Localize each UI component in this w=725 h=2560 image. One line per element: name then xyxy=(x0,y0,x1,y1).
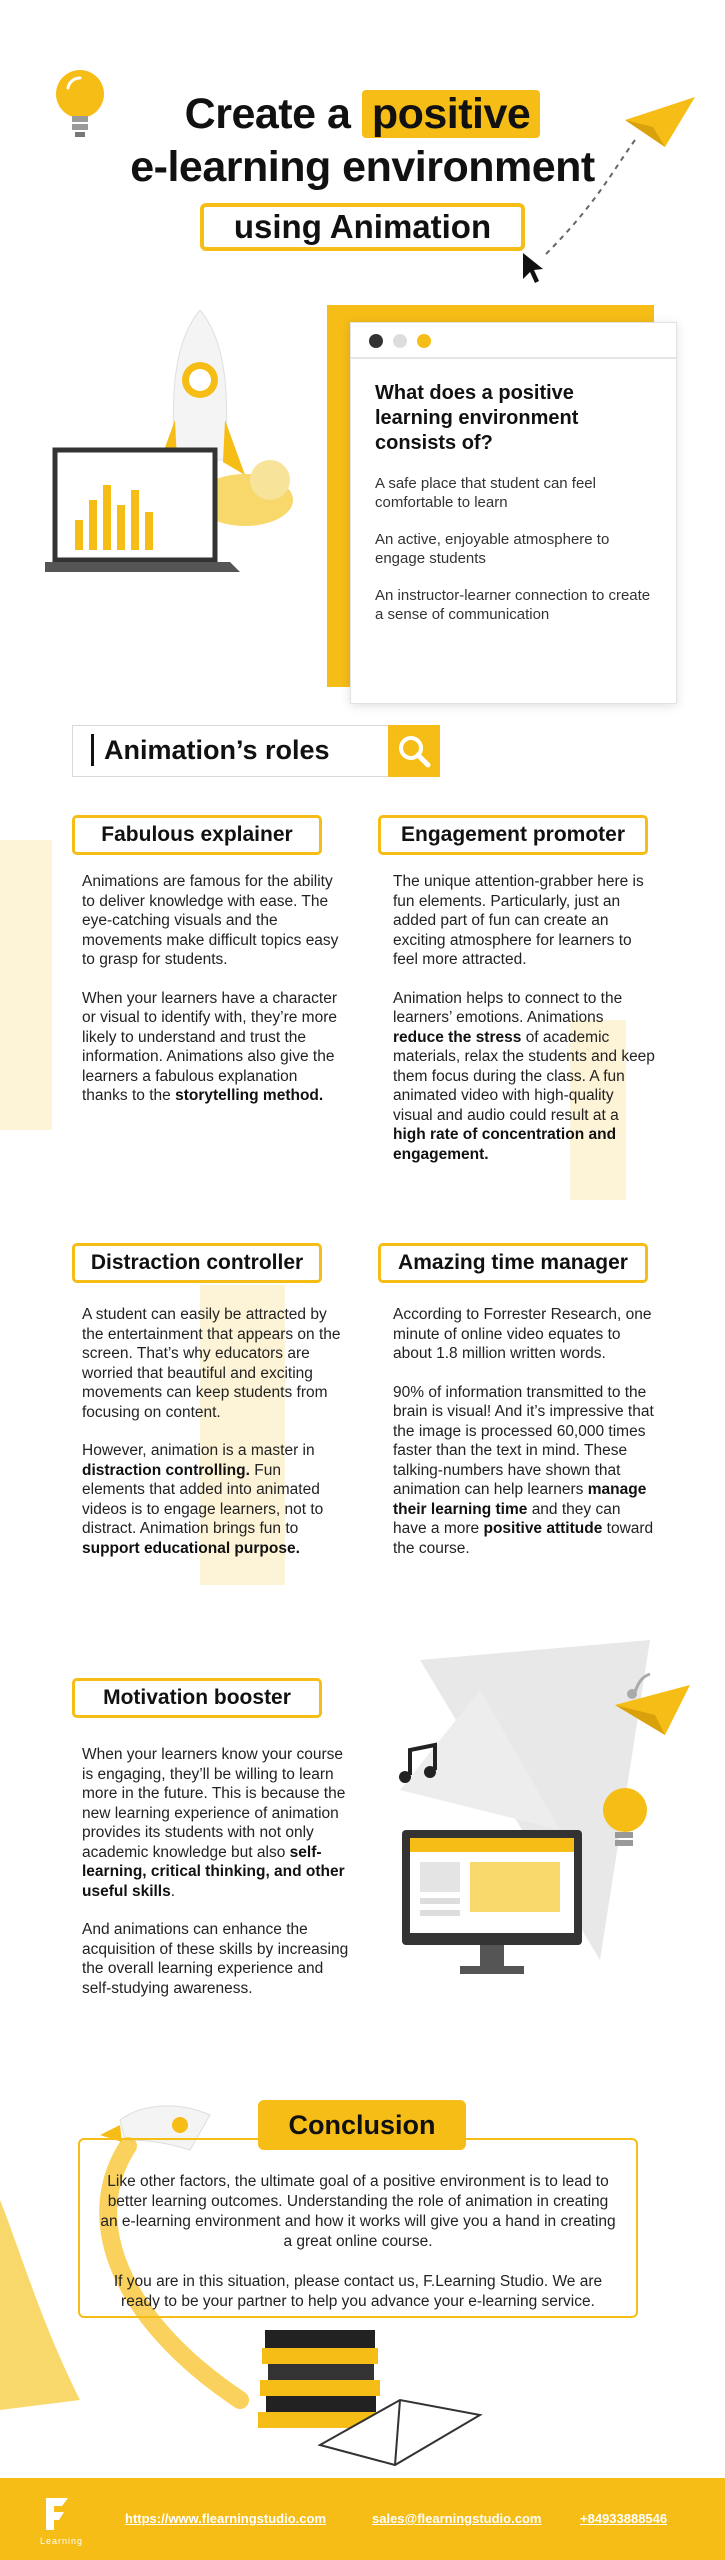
role-label-explainer: Fabulous explainer xyxy=(72,815,322,855)
bold-text: self-learning, critical thinking, and other useful skills xyxy=(82,1843,345,1900)
paragraph: If you are in this situation, please contact us, F.Learning Studio. We are ready to be your partner to help you advance your e-learning service. xyxy=(113,2273,603,2310)
text: When your learners know your course is engaging, they’ll be willing to learn more in the future. This is because the new learning experience of animation provides its students with not only academic knowledge but also xyxy=(82,1746,346,1861)
role-label-motivation: Motivation booster xyxy=(72,1678,322,1718)
paragraph xyxy=(82,989,347,1106)
info-card xyxy=(350,322,677,704)
text: toward the course. xyxy=(393,1520,654,1557)
paragraph: The unique attention-grabber here is fun elements. Particularly, just an added part of fun can create an exciting atmosphere for learners to feel more attracted. xyxy=(393,873,644,968)
text: and they can have a more xyxy=(393,1500,621,1537)
role-label-engagement: Engagement promoter xyxy=(378,815,648,855)
paragraph xyxy=(393,1383,655,1559)
window-dot-light xyxy=(393,334,407,348)
logo-text: Learning xyxy=(40,2536,84,2546)
conclusion-text xyxy=(98,2172,618,2332)
monitor-illustration xyxy=(360,1630,710,1990)
role-label-time: Amazing time manager xyxy=(378,1243,648,1283)
paragraph: Animations are famous for the ability to deliver knowledge with ease. The eye-catching visuals and the movements make difficult topics easy to grasp for students. xyxy=(82,873,339,968)
paragraph xyxy=(393,989,655,1165)
text: 90% of information transmitted to the brain is visual! And it’s impressive that the image is processed 60,000 times faster than the text in mind. These talking-numbers have shown that animation can help learners xyxy=(393,1383,654,1498)
card-item: An instructor-learner connection to create a sense of communication xyxy=(375,587,651,623)
tint-block xyxy=(0,840,52,1130)
role-text-engagement xyxy=(393,872,655,1183)
search-button xyxy=(388,725,440,777)
window-dot-yellow xyxy=(417,334,431,348)
bold-text: storytelling method. xyxy=(175,1087,324,1104)
card-titlebar xyxy=(351,323,676,359)
logo-icon xyxy=(42,2494,72,2534)
bold-text: support educational purpose. xyxy=(82,1539,300,1557)
phone-link[interactable]: +84933888546 xyxy=(580,2511,668,2526)
window-dot-dark xyxy=(369,334,383,348)
paragraph: According to Forrester Research, one minute of online video equates to about 1.8 million written words. xyxy=(393,1306,652,1362)
conclusion-label: Conclusion xyxy=(258,2100,466,2150)
paper-plane-icon xyxy=(515,85,705,285)
section-heading-bar xyxy=(72,725,390,777)
bold-text: manage their learning time xyxy=(393,1481,647,1518)
search-icon xyxy=(388,725,440,777)
paragraph: And animations can enhance the acquisition of these skills by increasing the overall learning experience and self-studying awareness. xyxy=(82,1921,349,1997)
text: Fun elements that added into animated videos is to engage learners, not to distract. Animation brings fun to xyxy=(82,1461,324,1537)
card-item: An active, enjoyable atmosphere to engage students xyxy=(375,531,610,567)
text: . xyxy=(170,1882,176,1900)
role-text-explainer xyxy=(82,872,347,1125)
bold-text: positive attitude xyxy=(483,1520,603,1537)
title-highlight: positive xyxy=(362,90,541,138)
role-label-distraction: Distraction controller xyxy=(72,1243,322,1283)
email-link[interactable]: sales@flearningstudio.com xyxy=(372,2511,542,2526)
page-title-line2: e-learning environment xyxy=(130,143,595,191)
role-text-motivation xyxy=(82,1745,352,2017)
text: However, animation is a master in xyxy=(82,1442,315,1459)
paragraph xyxy=(82,1441,347,1558)
section-heading: Animation’s roles xyxy=(91,734,330,766)
paragraph: A student can easily be attracted by the entertainment that appears on the screen. That’s why educators are worried that beautiful and exciting movements can keep students from focusing on content. xyxy=(82,1306,341,1421)
bold-text: high rate of concentration and engagement. xyxy=(393,1126,617,1163)
website-link[interactable]: https://www.flearningstudio.com xyxy=(125,2511,327,2526)
role-text-time xyxy=(393,1305,655,1577)
paragraph: Like other factors, the ultimate goal of a positive environment is to lead to better learning outcomes. Understanding the role of animation in creating an e-learning environment and how it works will give you a hand in creating a great online course. xyxy=(100,2173,616,2250)
card-title: What does a positive learning environment consists of? xyxy=(375,382,579,454)
title-text: Create a xyxy=(184,90,351,138)
text: Animation helps to connect to the learners’ emotions. Animations xyxy=(393,989,623,1026)
card-item: A safe place that student can feel comfortable to learn xyxy=(375,475,596,511)
subtitle-box: using Animation xyxy=(200,203,525,251)
text: When your learners have a character or visual to identify with, they’re more likely to understand and trust the information. Animations also give the learners a fabulous explanation thanks to the xyxy=(82,989,338,1104)
text: of academic materials, relax the students and keep them focus during the class. A fun animated video with high-quality visual and audio could result at a xyxy=(393,1028,655,1124)
paragraph xyxy=(82,1745,352,1901)
bold-text: reduce the stress xyxy=(393,1028,522,1046)
footer xyxy=(0,2478,725,2560)
role-text-distraction xyxy=(82,1305,347,1577)
bold-text: distraction controlling. xyxy=(82,1461,250,1479)
rocket-laptop-illustration xyxy=(45,300,345,580)
